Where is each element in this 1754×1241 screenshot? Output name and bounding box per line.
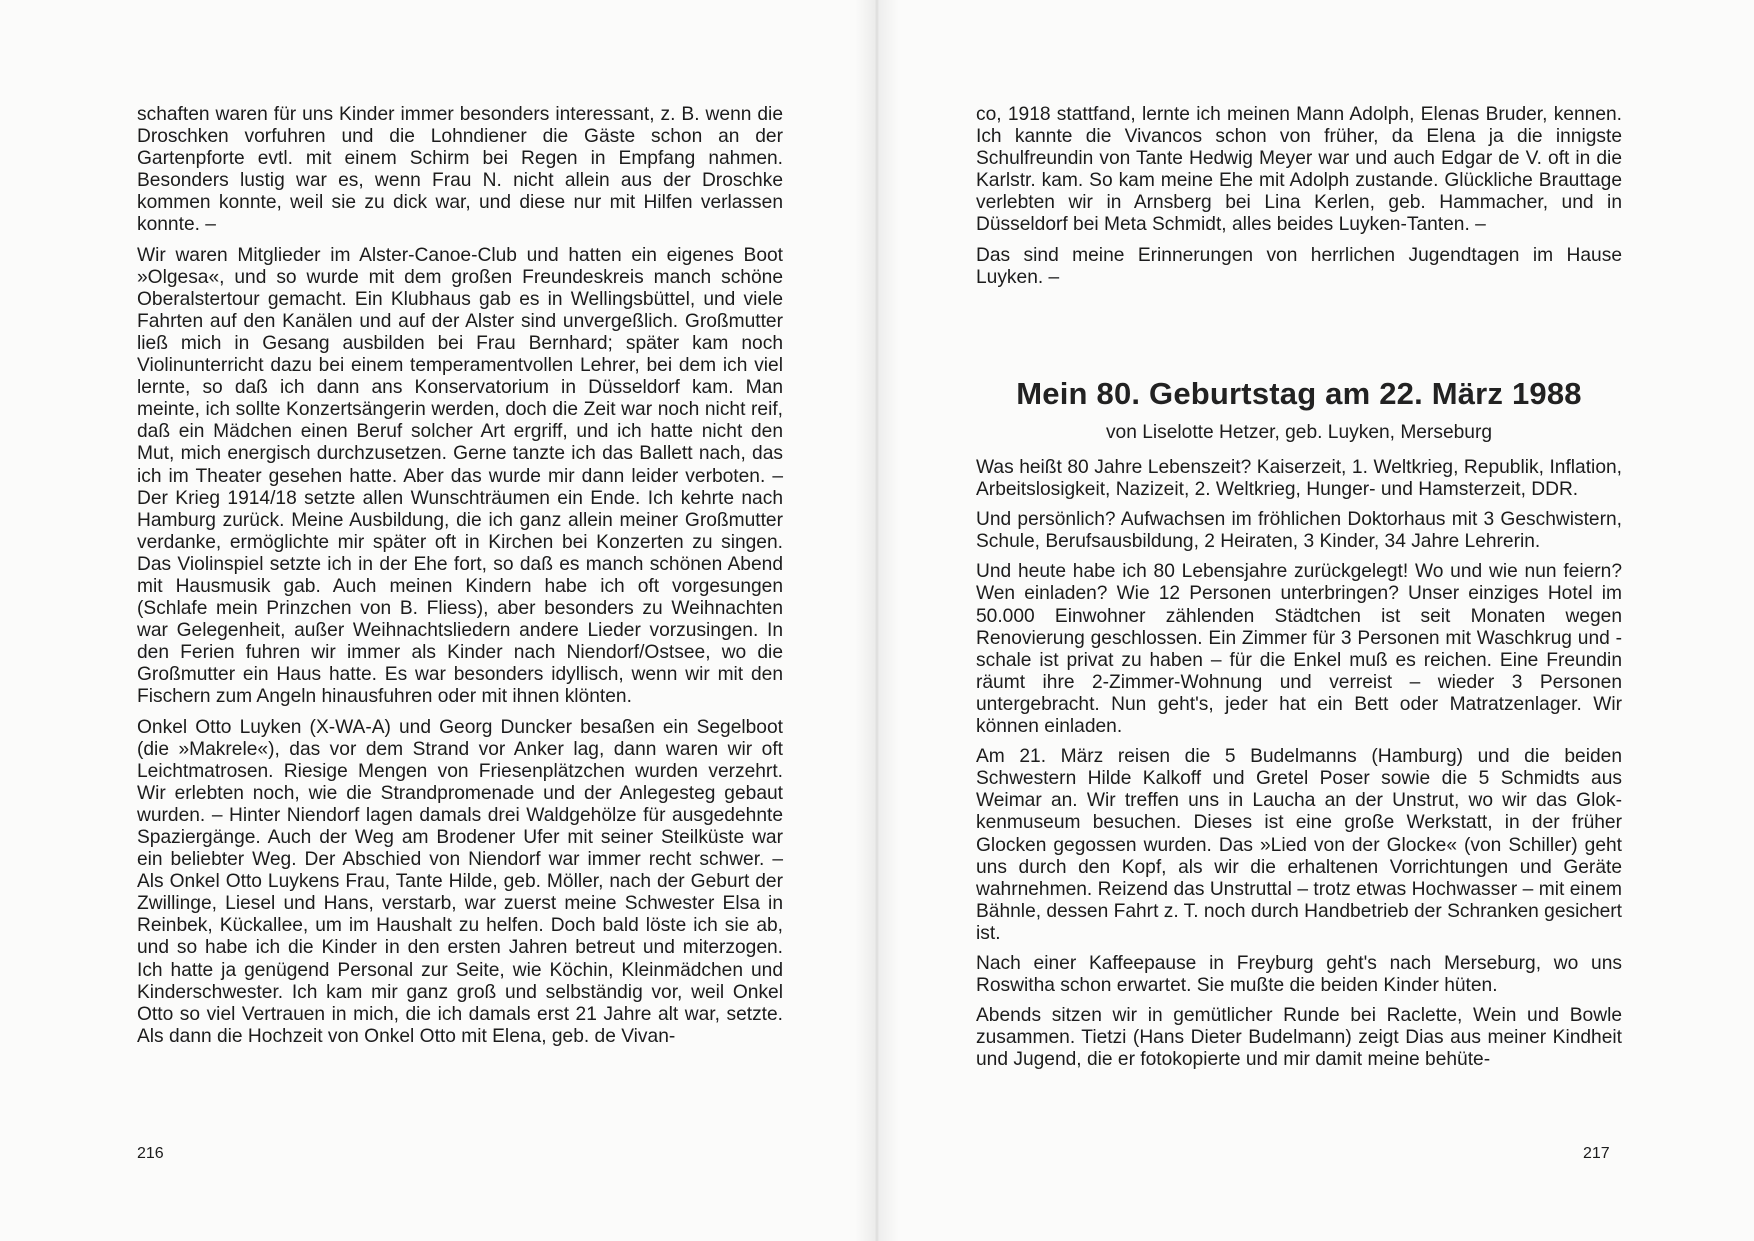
page-number: 217 bbox=[1583, 1145, 1610, 1162]
paragraph: schaften waren für uns Kinder immer besonders interessant, z. B. wenn die Droschken vorfuhren und die Lohndiener die Gäste schon an der Gartenpforte evtl. mit einem Schirm bei Regen in Empfang nahmen. Besonders lustig war es, wenn Frau N. nicht allein aus der Droschke kommen konnte, weil sie zu dick war, und diese nur mit Hilfen verlassen konnte. – bbox=[137, 104, 783, 236]
paragraph: Und persönlich? Aufwachsen im fröhlichen Doktorhaus mit 3 Geschwistern, Schule, Berufsausbildung, 2 Heiraten, 3 Kinder, 34 Jahre Lehrerin. bbox=[976, 509, 1622, 553]
right-page bbox=[877, 0, 1754, 1241]
paragraph: co, 1918 stattfand, lernte ich meinen Mann Adolph, Elenas Bruder, kennen. Ich kannte die Vivancos schon von früher, da Elena ja die innigste Schulfreundin von Tante Hedwig Meyer war und auch Edgar de V. oft in die Karlstr. kam. So kam meine Ehe mit Adolph zustande. Glückliche Brauttage verlebten wir in Arnsberg bei Lina Kerlen, geb. Hammacher, und in Düsseldorf bei Meta Schmidt, alles beides Luyken-Tanten. – bbox=[976, 104, 1622, 236]
author-byline: von Liselotte Hetzer, geb. Luyken, Merseburg bbox=[1105, 422, 1493, 443]
left-text-column bbox=[137, 104, 783, 1056]
paragraph: Onkel Otto Luyken (X-WA-A) und Georg Duncker besaßen ein Segelboot (die »Makrele«), das vor dem Strand vor Anker lag, dann waren wir oft Leichtmatrosen. Riesige Mengen von Friesenplätzchen wurden verzehrt. Wir erlebten noch, wie die Strandpromenade und der Anlegesteg gebaut wurden. – Hinter Niendorf lagen damals drei Waldgehölze für ausgedehnte Spaziergänge. Auch der Weg am Brodener Ufer mit seiner Steilküste war ein beliebter Weg. Der Abschied von Niendorf war immer recht schwer. – Als Onkel Otto Luykens Frau, Tante Hilde, geb. Möller, nach der Geburt der Zwillinge, Liesel und Hans, verstarb, war zuerst meine Schwester Elsa in Reinbek, Kückallee, um im Haushalt zu helfen. Doch bald löste ich sie ab, und so habe ich die Kinder in den ersten Jahren betreut und miterzogen. Ich hatte ja genügend Personal zur Seite, wie Köchin, Kleinmädchen und Kinderschwester. Ich kam mir ganz groß und selbständig vor, weil Onkel Otto so viel Vertrauen in mich, die ich damals erst 21 Jahre alt war, setzte. Als dann die Hochzeit von Onkel Otto mit Elena, geb. de Vivan- bbox=[137, 716, 783, 1047]
chapter-title: Mein 80. Geburtstag am 22. März 1988 bbox=[1016, 376, 1582, 411]
right-text-top bbox=[976, 104, 1622, 297]
page-number: 216 bbox=[137, 1145, 164, 1162]
paragraph: Das sind meine Erinnerungen von herrlichen Jugendtagen im Hause Luyken. – bbox=[976, 244, 1622, 288]
right-text-body bbox=[976, 457, 1622, 1079]
paragraph: Abends sitzen wir in gemütlicher Runde bei Raclette, Wein und Bowle zusammen. Tietzi (Hans Dieter Budelmann) zeigt Dias aus meiner Kindheit und Jugend, die er fotokopierte und mir damit meine behüte- bbox=[976, 1005, 1622, 1071]
paragraph: Wir waren Mitglieder im Alster-Canoe-Club und hatten ein eigenes Boot »Olgesa«, und so wurde mit dem großen Freundeskreis manch schöne Oberalstertour gemacht. Ein Klubhaus gab es in Wellingsbüttel, und viele Fahrten auf den Kanälen und auf der Alster sind unvergeßlich. Großmutter ließ mich in Gesang ausbilden bei Frau Bernhard; später kam noch Violinunterricht dazu bei einem temperamentvollen Lehrer, bei dem ich viel lernte, so daß ich dann ans Konservatorium in Düsseldorf kam. Man meinte, ich sollte Konzertsängerin werden, doch die Zeit war noch nicht reif, daß ein Mädchen einen Beruf solcher Art ergriff, und ich hatte nicht den Mut, mich energisch durchzusetzen. Gerne tanzte ich das Ballett nach, das ich im Theater gesehen hatte. Aber das wurde mir dann leider verboten. – Der Krieg 1914/18 setzte allen Wunschträumen ein Ende. Ich kehrte nach Hamburg zurück. Meine Ausbildung, die ich ganz allein meiner Großmutter verdanke, ermöglichte mir später oft in Kirchen bei Konzerten zu singen. Das Violinspiel setzte ich in der Ehe fort, so daß es manch schönen Abend mit Hausmusik gab. Auch meinen Kindern habe ich oft vorgesungen (Schlafe mein Prinzchen von B. Fliess), aber besonders zu Weihnachten war Gelegenheit, außer Weihnachtsliedern andere Lieder vorzusingen. In den Ferien fuhren wir immer als Kinder nach Niendorf/Ostsee, wo die Großmutter ein Haus hatte. Es war besonders idyllisch, wenn wir mit den Fischern zum Angeln hinausfuhren oder mit ihnen klönten. bbox=[137, 244, 783, 708]
paragraph: Was heißt 80 Jahre Lebenszeit? Kaiserzeit, 1. Weltkrieg, Republik, Inflation, Arbeitslosigkeit, Nazizeit, 2. Weltkrieg, Hunger- und Hamsterzeit, DDR. bbox=[976, 457, 1622, 501]
paragraph: Am 21. März reisen die 5 Budelmanns (Hamburg) und die beiden Schwestern Hilde Kalkoff und Gretel Poser sowie die 5 Schmidts aus Weimar an. Wir treffen uns in Laucha an der Unstrut, wo wir das Glokkenmuseum besuchen. Dieses ist eine große Werkstatt, in der früher Glocken gegossen wurden. Das »Lied von der Glocke« (von Schiller) geht uns durch den Kopf, als wir die erhaltenen Vorrichtungen und Geräte wahrnehmen. Reizend das Unstruttal – trotz etwas Hochwasser – mit einem Bähnle, dessen Fahrt z. T. noch durch Handbetrieb der Schranken gesichert ist. bbox=[976, 746, 1623, 944]
paragraph: Und heute habe ich 80 Lebensjahre zurückgelegt! Wo und wie nun feiern? Wen einladen? Wie 12 Personen unterbringen? Unser einziges Hotel im 50.000 Einwohner zählenden Städtchen ist seit Monaten wegen Renovierung geschlossen. Ein Zimmer für 3 Personen mit Waschkrug und -schale ist privat zu haben – für die Enkel muß es reichen. Eine Freundin räumt ihre 2-Zimmer-Wohnung und verreist – wieder 3 Personen untergebracht. Nun geht's, jeder hat ein Bett oder Matratzenlager. Wir können einladen. bbox=[976, 561, 1622, 738]
paragraph: Nach einer Kaffeepause in Freyburg geht's nach Merseburg, wo uns Roswitha schon erwartet. Sie mußte die beiden Kinder hüten. bbox=[976, 952, 1622, 997]
